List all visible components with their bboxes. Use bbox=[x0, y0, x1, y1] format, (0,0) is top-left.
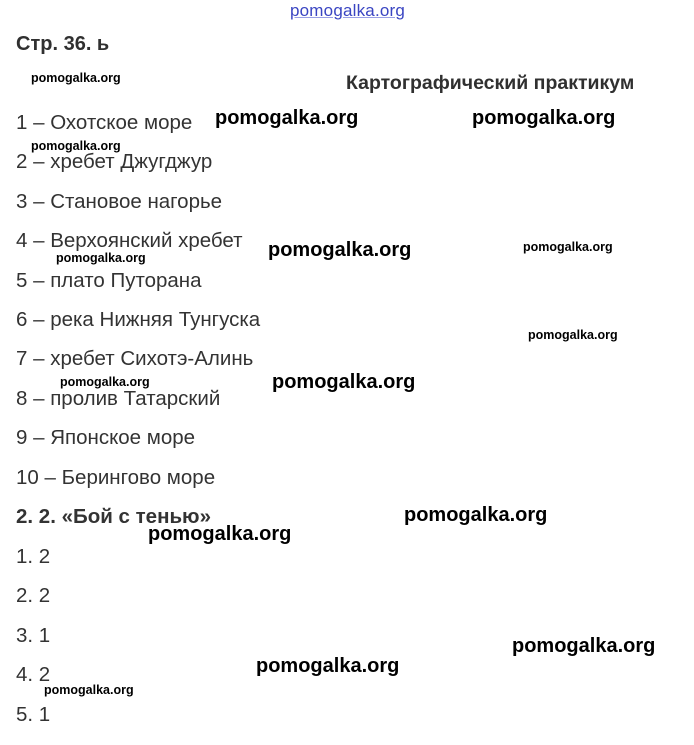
quiz-answer: 4. 2 bbox=[16, 663, 51, 686]
watermark: pomogalka.org bbox=[148, 523, 292, 545]
watermark: pomogalka.org bbox=[528, 328, 618, 342]
watermark: pomogalka.org bbox=[268, 239, 412, 261]
watermark: pomogalka.org bbox=[60, 375, 150, 389]
watermark: pomogalka.org bbox=[512, 635, 656, 657]
watermark: pomogalka.org bbox=[472, 107, 616, 129]
map-list-item: 5 – плато Путорана bbox=[16, 269, 202, 292]
watermark: pomogalka.org bbox=[523, 240, 613, 254]
map-list-item: 1 – Охотское море bbox=[16, 111, 193, 134]
watermark: pomogalka.org bbox=[31, 71, 121, 85]
watermark: pomogalka.org bbox=[31, 139, 121, 153]
map-list-item: 4 – Верхоянский хребет bbox=[16, 229, 243, 252]
quiz-answer: 3. 1 bbox=[16, 624, 51, 647]
watermark: pomogalka.org bbox=[404, 504, 548, 526]
watermark: pomogalka.org bbox=[256, 655, 400, 677]
quiz-answer: 5. 1 bbox=[16, 703, 51, 726]
quiz-answer: 2. 2 bbox=[16, 584, 51, 607]
top-watermark-link[interactable]: pomogalka.org bbox=[290, 1, 406, 20]
quiz-heading: 2. 2. «Бой с тенью» bbox=[16, 505, 211, 528]
map-list-item: 7 – хребет Сихотэ-Алинь bbox=[16, 347, 254, 370]
watermark: pomogalka.org bbox=[56, 251, 146, 265]
map-list-item: 6 – река Нижняя Тунгуска bbox=[16, 308, 261, 331]
map-list-item: 3 – Становое нагорье bbox=[16, 190, 223, 213]
quiz-answer: 1. 2 bbox=[16, 545, 51, 568]
watermark: pomogalka.org bbox=[272, 371, 416, 393]
map-list-item: 9 – Японское море bbox=[16, 426, 196, 449]
section-title: Картографический практикум bbox=[346, 72, 635, 94]
watermark: pomogalka.org bbox=[215, 107, 359, 129]
map-list-item: 10 – Берингово море bbox=[16, 466, 216, 489]
page-title: Стр. 36. ь bbox=[16, 33, 110, 55]
map-list-item: 2 – хребет Джугджур bbox=[16, 150, 213, 173]
watermark: pomogalka.org bbox=[44, 683, 134, 697]
map-list-item: 8 – пролив Татарский bbox=[16, 387, 221, 410]
